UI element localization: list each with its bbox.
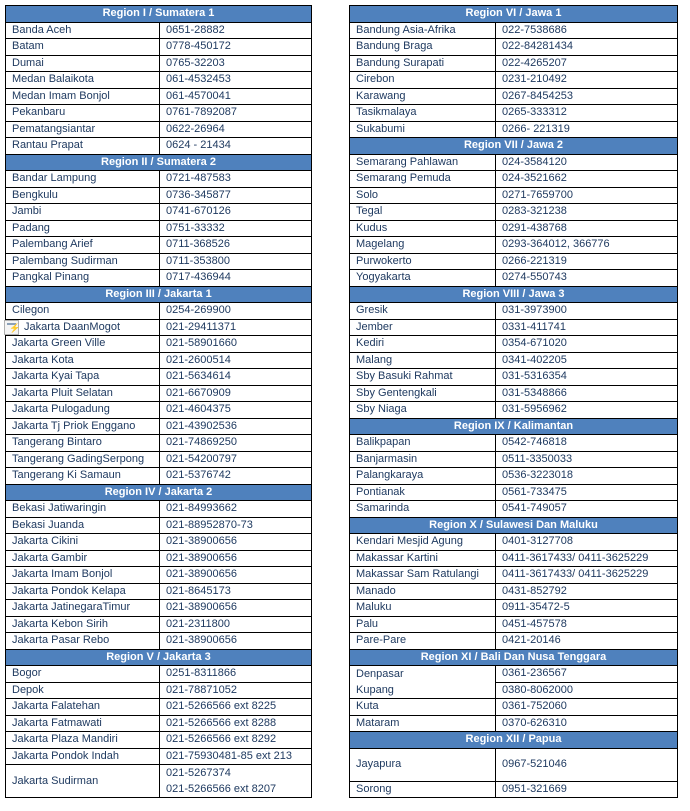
branch-name: Depok: [6, 682, 160, 699]
table-row: [6, 451, 312, 468]
branch-phone: 031-5316354: [496, 369, 678, 386]
branch-name: Jakarta DaanMogot: [6, 319, 160, 336]
branch-phone: 0283-321238: [496, 204, 678, 221]
table-row: [350, 105, 678, 122]
branch-phone: 021-75930481-85 ext 213: [160, 748, 312, 765]
table-row: [6, 435, 312, 452]
table-row: [350, 451, 678, 468]
table-row: [350, 121, 678, 138]
branch-phone: 0622-26964: [160, 121, 312, 138]
table-row: [6, 468, 312, 485]
branch-name: Tasikmalaya: [350, 105, 496, 122]
branch-phone: 021-29411371: [160, 319, 312, 336]
branch-name: Palembang Arief: [6, 237, 160, 254]
branch-phone: 021-38900656: [160, 550, 312, 567]
branch-name: Bandung Asia-Afrika: [350, 22, 496, 39]
branch-name: Tangerang Bintaro: [6, 435, 160, 452]
branch-phone: 0421-20146: [496, 633, 678, 650]
table-row: [350, 22, 678, 39]
branch-name: Sukabumi: [350, 121, 496, 138]
branch-name: Palu: [350, 616, 496, 633]
branch-name: Jakarta Imam Bonjol: [6, 567, 160, 584]
branch-name: Palembang Sudirman: [6, 253, 160, 270]
region-header-row: [350, 732, 678, 749]
table-row: [6, 402, 312, 419]
branch-name: Jayapura: [350, 748, 496, 781]
branch-name: Bogor: [6, 666, 160, 683]
table-row: [6, 138, 312, 155]
table-row: [350, 633, 678, 650]
branch-name: Jakarta Gambir: [6, 550, 160, 567]
branch-phone: 0951-321669: [496, 781, 678, 798]
table-row: [350, 237, 678, 254]
table-row: [350, 748, 678, 781]
branch-phone: 0741-670126: [160, 204, 312, 221]
table-row: [6, 682, 312, 699]
region-header: Region XI / Bali Dan Nusa Tenggara: [350, 649, 678, 666]
table-row: [6, 237, 312, 254]
branch-phone: 0380-8062000: [496, 682, 678, 699]
table-row: [350, 171, 678, 188]
branch-phone: 0271-7659700: [496, 187, 678, 204]
region-header-row: [6, 6, 312, 23]
table-row: [6, 72, 312, 89]
branch-phone: 0254-269900: [160, 303, 312, 320]
table-row: [6, 171, 312, 188]
branch-phone: 021-8645173: [160, 583, 312, 600]
table-row: [6, 22, 312, 39]
table-row: [350, 253, 678, 270]
branch-phone: 021-2600514: [160, 352, 312, 369]
branch-phone: 0511-3350033: [496, 451, 678, 468]
table-row: [350, 204, 678, 221]
region-header: Region VI / Jawa 1: [350, 6, 678, 23]
branch-name: Jember: [350, 319, 496, 336]
region-header-row: [350, 418, 678, 435]
branch-phone: 0361-236567: [496, 666, 678, 683]
table-row: [350, 484, 678, 501]
region-header-row: [6, 154, 312, 171]
branch-name: Jakarta Pulogadung: [6, 402, 160, 419]
branch-phone: 021-38900656: [160, 600, 312, 617]
branch-name: Maluku: [350, 600, 496, 617]
branch-phone: 021-38900656: [160, 567, 312, 584]
table-row: [6, 600, 312, 617]
table-row: [350, 501, 678, 518]
table-row: [6, 204, 312, 221]
branch-phone: 031-5348866: [496, 385, 678, 402]
branch-name: Kupang: [350, 682, 496, 699]
branch-name: Gresik: [350, 303, 496, 320]
region-header: Region I / Sumatera 1: [6, 6, 312, 23]
branch-phone: 021-88952870-73: [160, 517, 312, 534]
branch-name: Bengkulu: [6, 187, 160, 204]
branch-name: Cirebon: [350, 72, 496, 89]
branch-name: Sby Niaga: [350, 402, 496, 419]
table-row: [6, 748, 312, 765]
table-row: [6, 319, 312, 336]
branch-name: Sorong: [350, 781, 496, 798]
branch-name: Tegal: [350, 204, 496, 221]
branch-phone: 0751-33332: [160, 220, 312, 237]
branch-phone: 022-7538686: [496, 22, 678, 39]
table-row: [350, 220, 678, 237]
table-row: [350, 319, 678, 336]
table-row: [6, 699, 312, 716]
table-row: [350, 550, 678, 567]
branch-name: Jakarta Pondok Kelapa: [6, 583, 160, 600]
branch-name: Kudus: [350, 220, 496, 237]
branch-name: Bandung Surapati: [350, 55, 496, 72]
table-row: [6, 385, 312, 402]
region-header: Region V / Jakarta 3: [6, 649, 312, 666]
branch-phone: 0354-671020: [496, 336, 678, 353]
branch-phone: 0967-521046: [496, 748, 678, 781]
branch-name: Kendari Mesjid Agung: [350, 534, 496, 551]
branch-phone: 021-5634614: [160, 369, 312, 386]
region-header: Region VII / Jawa 2: [350, 138, 678, 155]
table-row: [350, 715, 678, 732]
branch-phone: 0721-487583: [160, 171, 312, 188]
branch-phone: 021-5266566 ext 8292: [160, 732, 312, 749]
branch-name: Sby Gentengkali: [350, 385, 496, 402]
table-row: [350, 187, 678, 204]
branch-name: Mataram: [350, 715, 496, 732]
table-row: [6, 534, 312, 551]
region-header-row: [6, 649, 312, 666]
branch-phone: 0370-626310: [496, 715, 678, 732]
table-row: [6, 270, 312, 287]
branch-name: Karawang: [350, 88, 496, 105]
table-row: [350, 72, 678, 89]
branch-phone: 021-78871052: [160, 682, 312, 699]
table-row: [6, 550, 312, 567]
region-header: Region VIII / Jawa 3: [350, 286, 678, 303]
branch-name: Banda Aceh: [6, 22, 160, 39]
branch-table-left: [5, 5, 312, 798]
branch-name: Jakarta Kota: [6, 352, 160, 369]
branch-phone: 021-74869250: [160, 435, 312, 452]
table-row: [350, 682, 678, 699]
table-row: [6, 765, 312, 798]
paste-options-icon[interactable]: [4, 320, 19, 335]
branch-phone: 021-58901660: [160, 336, 312, 353]
branch-phone: 022-4265207: [496, 55, 678, 72]
table-row: [6, 88, 312, 105]
table-row: [6, 121, 312, 138]
table-row: [6, 732, 312, 749]
table-row: [6, 567, 312, 584]
region-header: Region III / Jakarta 1: [6, 286, 312, 303]
branch-name: Padang: [6, 220, 160, 237]
branch-phone: 024-3584120: [496, 154, 678, 171]
region-header-row: [6, 484, 312, 501]
branch-name: Jakarta Pondok Indah: [6, 748, 160, 765]
branch-name: Balikpapan: [350, 435, 496, 452]
branch-name: Jakarta Green Ville: [6, 336, 160, 353]
table-row: [350, 402, 678, 419]
branch-phone: 0717-436944: [160, 270, 312, 287]
table-row: [6, 220, 312, 237]
table-row: [6, 418, 312, 435]
branch-name: Jakarta Pluit Selatan: [6, 385, 160, 402]
table-row: [350, 666, 678, 683]
table-row: [6, 336, 312, 353]
branch-name: Bandung Braga: [350, 39, 496, 56]
branch-name: Jakarta Plaza Mandiri: [6, 732, 160, 749]
branch-phone: 061-4570041: [160, 88, 312, 105]
branch-phone: 0411-3617433/ 0411-3625229: [496, 550, 678, 567]
branch-name: Kediri: [350, 336, 496, 353]
branch-phone: 0231-210492: [496, 72, 678, 89]
branch-phone: 024-3521662: [496, 171, 678, 188]
region-header-row: [350, 286, 678, 303]
branch-phone: 0711-353800: [160, 253, 312, 270]
branch-phone: 0361-752060: [496, 699, 678, 716]
branch-phone: 0711-368526: [160, 237, 312, 254]
branch-name: Manado: [350, 583, 496, 600]
table-row: [350, 270, 678, 287]
branch-phone: 0267-8454253: [496, 88, 678, 105]
branch-name: Jakarta Falatehan: [6, 699, 160, 716]
table-row: [350, 88, 678, 105]
branch-name: Makassar Sam Ratulangi: [350, 567, 496, 584]
region-header-row: [350, 6, 678, 23]
branch-phone: 021-84993662: [160, 501, 312, 518]
branch-name: Denpasar: [350, 666, 496, 683]
table-row: [6, 39, 312, 56]
region-header: Region IX / Kalimantan: [350, 418, 678, 435]
branch-name: Semarang Pahlawan: [350, 154, 496, 171]
branch-phone: 021-6670909: [160, 385, 312, 402]
table-row: [350, 39, 678, 56]
table-row: [6, 517, 312, 534]
branch-phone: 021-5266566 ext 8225: [160, 699, 312, 716]
table-row: [6, 352, 312, 369]
branch-name: Yogyakarta: [350, 270, 496, 287]
region-header: Region X / Sulawesi Dan Maluku: [350, 517, 678, 534]
branch-name: Jakarta Kyai Tapa: [6, 369, 160, 386]
table-row: [6, 633, 312, 650]
branch-name: Pare-Pare: [350, 633, 496, 650]
branch-name: Jakarta Tj Priok Enggano: [6, 418, 160, 435]
branch-name: Jakarta Cikini: [6, 534, 160, 551]
branch-phone: 0266-221319: [496, 253, 678, 270]
branch-phone: 0274-550743: [496, 270, 678, 287]
branch-name: Pontianak: [350, 484, 496, 501]
branch-name: Jakarta JatinegaraTimur: [6, 600, 160, 617]
branch-phone: 0293-364012, 366776: [496, 237, 678, 254]
region-header: Region IV / Jakarta 2: [6, 484, 312, 501]
branch-phone: 0401-3127708: [496, 534, 678, 551]
branch-phone: 021-38900656: [160, 633, 312, 650]
table-row: [6, 616, 312, 633]
branch-phone: 0331-411741: [496, 319, 678, 336]
branch-name: Purwokerto: [350, 253, 496, 270]
phone-line: 021-5267374: [166, 767, 231, 779]
table-row: [350, 699, 678, 716]
branch-name: Medan Balaikota: [6, 72, 160, 89]
branch-name: Jakarta Sudirman: [6, 765, 160, 798]
branch-name: Malang: [350, 352, 496, 369]
branch-name: Samarinda: [350, 501, 496, 518]
branch-name: Solo: [350, 187, 496, 204]
branch-phone: 021-5266566 ext 8288: [160, 715, 312, 732]
branch-name: Pangkal Pinang: [6, 270, 160, 287]
branch-phone: 0291-438768: [496, 220, 678, 237]
table-row: [6, 666, 312, 683]
branch-name: Tangerang GadingSerpong: [6, 451, 160, 468]
branch-phone: 021-4604375: [160, 402, 312, 419]
branch-phone: 0561-733475: [496, 484, 678, 501]
region-header-row: [350, 649, 678, 666]
table-row: [6, 303, 312, 320]
branch-name: Pematangsiantar: [6, 121, 160, 138]
branch-phone: 031-5956962: [496, 402, 678, 419]
branch-phone: 0736-345877: [160, 187, 312, 204]
branch-name: Banjarmasin: [350, 451, 496, 468]
branch-phone: 0265-333312: [496, 105, 678, 122]
branch-name: Medan Imam Bonjol: [6, 88, 160, 105]
branch-phone: [160, 765, 312, 798]
branch-name: Makassar Kartini: [350, 550, 496, 567]
table-row: [6, 253, 312, 270]
branch-name: Jambi: [6, 204, 160, 221]
branch-phone: 0911-35472-5: [496, 600, 678, 617]
branch-phone: 0411-3617433/ 0411-3625229: [496, 567, 678, 584]
region-header-row: [350, 138, 678, 155]
table-row: [6, 501, 312, 518]
table-row: [350, 336, 678, 353]
branch-name: Bekasi Jatiwaringin: [6, 501, 160, 518]
table-row: [6, 715, 312, 732]
branch-name: Tangerang Ki Samaun: [6, 468, 160, 485]
table-row: [6, 369, 312, 386]
branch-phone: 021-5376742: [160, 468, 312, 485]
table-row: [350, 583, 678, 600]
region-header-row: [6, 286, 312, 303]
table-row: [350, 534, 678, 551]
branch-name: Bandar Lampung: [6, 171, 160, 188]
branch-phone: 0542-746818: [496, 435, 678, 452]
table-row: [350, 154, 678, 171]
branch-phone: 021-38900656: [160, 534, 312, 551]
branch-phone: 021-54200797: [160, 451, 312, 468]
branch-name: Cilegon: [6, 303, 160, 320]
table-row: [6, 55, 312, 72]
region-header: Region XII / Papua: [350, 732, 678, 749]
table-row: [6, 105, 312, 122]
branch-phone: 0341-402205: [496, 352, 678, 369]
table-row: [350, 385, 678, 402]
table-row: [350, 567, 678, 584]
branch-table-right: [349, 5, 678, 798]
branch-phone: 021-2311800: [160, 616, 312, 633]
branch-phone: 061-4532453: [160, 72, 312, 89]
table-row: [350, 781, 678, 798]
branch-name: Kuta: [350, 699, 496, 716]
region-header-row: [350, 517, 678, 534]
table-row: [350, 616, 678, 633]
table-row: [350, 435, 678, 452]
branch-name: Jakarta Kebon Sirih: [6, 616, 160, 633]
branch-phone: 0624 - 21434: [160, 138, 312, 155]
branch-phone: 0765-32203: [160, 55, 312, 72]
table-row: [350, 55, 678, 72]
branch-phone: 0541-749057: [496, 501, 678, 518]
branch-name: Batam: [6, 39, 160, 56]
branch-name: Dumai: [6, 55, 160, 72]
branch-phone: 0536-3223018: [496, 468, 678, 485]
branch-name: Semarang Pemuda: [350, 171, 496, 188]
branch-name: Sby Basuki Rahmat: [350, 369, 496, 386]
branch-name: Rantau Prapat: [6, 138, 160, 155]
table-row: [6, 583, 312, 600]
region-header: Region II / Sumatera 2: [6, 154, 312, 171]
table-row: [350, 369, 678, 386]
branch-phone: 0451-457578: [496, 616, 678, 633]
table-row: [350, 600, 678, 617]
branch-name: Jakarta Fatmawati: [6, 715, 160, 732]
phone-line: 021-5266566 ext 8207: [166, 783, 277, 795]
branch-phone: 0761-7892087: [160, 105, 312, 122]
branch-phone: 022-84281434: [496, 39, 678, 56]
table-row: [350, 352, 678, 369]
branch-phone: 0266- 221319: [496, 121, 678, 138]
branch-name: Bekasi Juanda: [6, 517, 160, 534]
table-row: [6, 187, 312, 204]
branch-name: Jakarta Pasar Rebo: [6, 633, 160, 650]
branch-name: Palangkaraya: [350, 468, 496, 485]
table-row: [350, 303, 678, 320]
branch-phone: 0251-8311866: [160, 666, 312, 683]
branch-name: Pekanbaru: [6, 105, 160, 122]
branch-phone: 031-3973900: [496, 303, 678, 320]
branch-name: Magelang: [350, 237, 496, 254]
branch-phone: 0778-450172: [160, 39, 312, 56]
branch-phone: 0431-852792: [496, 583, 678, 600]
table-row: [350, 468, 678, 485]
branch-phone: 021-43902536: [160, 418, 312, 435]
branch-phone: 0651-28882: [160, 22, 312, 39]
